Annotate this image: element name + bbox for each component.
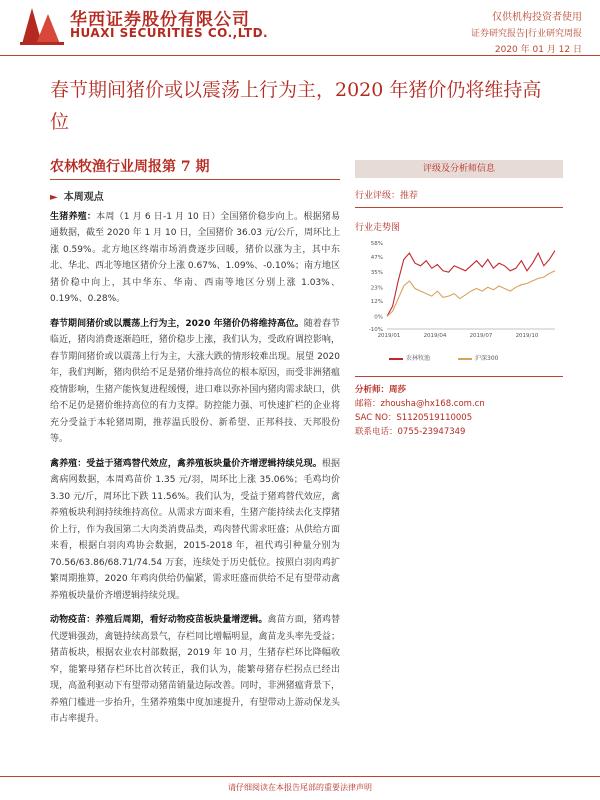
report-category: 证券研究报告|行业研究周报 (470, 29, 582, 39)
y-tick-label: 58% (370, 241, 383, 247)
series-line (387, 271, 555, 317)
report-subtitle: 农林牧渔行业周报第 7 期 (50, 159, 210, 175)
huaxi-logo-icon (20, 4, 66, 46)
paragraph: 生猪养殖：本周（1 月 6 日-1 月 10 日）全国猪价稳步向上。根据猪易通数据，截至 2020 年 1 月 10 日，全国猪价 36.03 元/公斤，周环比上涨 0.59%。北方地区终端市场消费逐步回暖，猪价以涨为主，其中东北、华北、西北等地区猪价分上涨 0.67%、1.09%、-0.10%；南方地区猪价稳中向上，其中华东、华南、西南等地区分别上涨 1.03%、0.19%、0.28%。 (50, 211, 340, 304)
legal-footer: 请仔细阅读在本报告尾部的重要法律声明 (0, 776, 600, 800)
x-tick-label: 2019/04 (423, 333, 447, 339)
sidebar-header: 评级及分析师信息 (355, 160, 563, 178)
x-tick-label: 2019/01 (377, 333, 401, 339)
company-name-en: HUAXI SECURITIES CO.,LTD. (70, 26, 269, 40)
industry-trend-chart (355, 237, 563, 347)
paragraph: 动物疫苗：养殖后周期，看好动物疫苗板块量增逻辑。禽苗方面，猪鸡替代逻辑强劲，禽链持续高景气，存栏同比增幅明显，禽苗龙头率先受益；猪苗板块，根据农业农村部数据，2019 年 10 月，生猪存栏环比降幅收窄，能繁母猪存栏环比首次转正，我们认为，能繁母猪存栏拐点已经出现，高盈利驱动下有望带动猪苗销量边际改善。同时，非洲猪瘟背景下，养殖门槛进一步抬升，生猪养殖集中度加速提升，有望带动上游动保龙头市占率提升。 (50, 615, 340, 724)
report-date: 2020 年 01 月 12 日 (494, 45, 582, 55)
sidebar (355, 160, 563, 439)
y-tick-label: -10% (368, 327, 383, 333)
trend-chart-title: 行业走势图 (355, 223, 401, 233)
section-title: ► 本周观点 (50, 192, 104, 203)
series-line (387, 251, 555, 317)
divider (50, 179, 340, 180)
x-tick-label: 2019/10 (515, 333, 539, 339)
analyst-sac: SAC NO：S1120519110005 (355, 413, 473, 423)
chart-legend (389, 353, 563, 362)
legend-item: 沪深300 (458, 353, 498, 362)
analyst-name: 分析师：周莎 (355, 385, 407, 395)
page-header (0, 0, 600, 56)
industry-rating: 行业评级：推荐 (355, 178, 563, 208)
analyst-email: 邮箱：zhousha@hx168.com.cn (355, 399, 485, 409)
company-name-cn: 华西证券股份有限公司 (70, 10, 250, 30)
paragraph: 春节期间猪价或以震荡上行为主，2020 年猪价仍将维持高位。随着春节临近，猪肉消费逐渐趋旺，猪价稳步上涨，我们认为，受政府调控影响，春节期间猪价或以震荡上行为主，大涨大跌的情形较难出现。展望 2020 年，我们判断，猪肉供给不足是猪价维持高位的根本原因，而受非洲猪瘟疫情影响，生猪产能恢复进程缓慢，进口难以弥补国内猪肉需求缺口，供给不足仍是猪价维持高位的有力支撑。防控能力强、可快速扩栏的企业将充分受益于本轮猪周期，推荐温氏股份、新希望、正邦科技、天邦股份等。 (50, 318, 340, 444)
y-tick-label: 12% (370, 299, 383, 306)
y-tick-label: 23% (370, 285, 383, 292)
arrow-icon: ► (50, 192, 58, 203)
x-tick-label: 2019/07 (469, 333, 493, 339)
main-content (50, 190, 340, 736)
y-tick-label: 35% (370, 270, 383, 277)
y-tick-label: 47% (370, 254, 383, 261)
paragraph: 禽养殖：受益于猪鸡替代效应，禽养殖板块量价齐增逻辑持续兑现。根据禽病网数据，本周鸡苗价 1.35 元/羽，周环比上涨 35.06%；毛鸡均价 3.30 元/斤，周环比下跌 11.56%。我们认为，受益于猪鸡替代效应，禽养殖板块利润持续维持高位。从需求方面来看，生猪产能持续去化支撑猪价上行，作为我国第二大肉类消费品类，鸡肉替代需求旺盛；从供给方面来看，根据白羽肉鸡协会数据，2015-2018 年，祖代鸡引种量分别为 70.56/63.86/68.71/74.54 万套，连续处于历史低位。按照白羽肉鸡扩繁周期推算，2020 年鸡肉供给仍偏紧，需求旺盛而供给不足有望带动禽养殖板块量价齐增逻辑持续兑现。 (50, 458, 340, 601)
usage-note: 仅供机构投资者使用 (492, 12, 582, 23)
legend-item: 农林牧渔 (389, 353, 430, 362)
divider (355, 376, 563, 377)
y-tick-label: 0% (374, 314, 383, 321)
analyst-info (355, 383, 563, 439)
analyst-phone: 联系电话：0755-23947349 (355, 427, 466, 437)
report-title: 春节期间猪价或以震荡上行为主，2020 年猪价仍将维持高位 (50, 79, 542, 133)
